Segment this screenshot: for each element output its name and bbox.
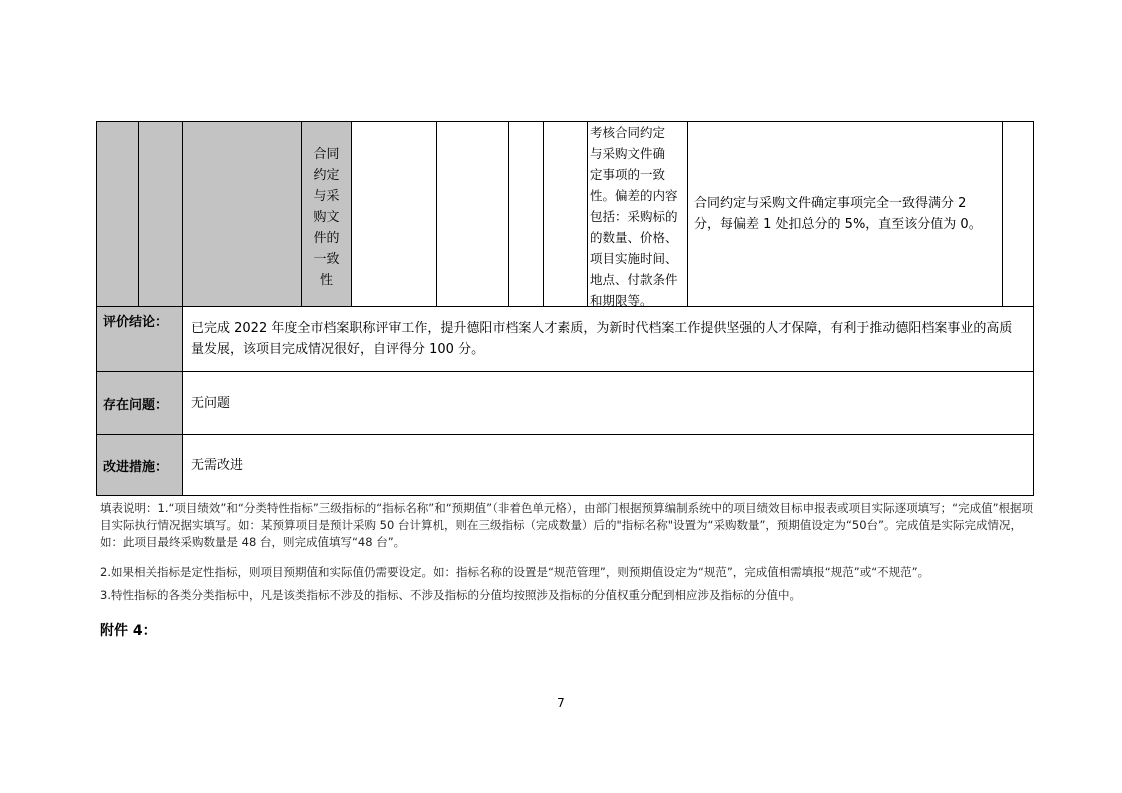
measures-label-cell: [96, 434, 183, 496]
conclusion-label-cell: [96, 306, 183, 372]
conclusion-text: 已完成 2022 年度全市档案职称评审工作，提升德阳市档案人才素质，为新时代档案工作提供坚强的人才保障，有利于推动德阳档案事业的高质量发展，该项目完成情况很好，自评得分 100 分。: [191, 321, 1013, 357]
measures-text: 无需改进: [191, 457, 244, 473]
table-cell-col8: [543, 121, 588, 307]
criteria-text: 考核合同约定 与采购文件确 定事项的一致 性。偏差的内容 包括：采购标的 的数量、价格、 项目实施时间、 地点、付款条件 和期限等。: [590, 125, 678, 308]
table-cell-last: [1002, 121, 1034, 307]
table-cell-col7: [508, 121, 544, 307]
indicator-name-text: 合同 约定 与采 购文 件的 一致 性: [313, 147, 340, 288]
issues-text-cell: [182, 371, 1034, 435]
attachment-heading: 附件 4：: [100, 623, 157, 639]
table-cell-col2: [138, 121, 183, 307]
issues-label-cell: [96, 371, 183, 435]
table-cell-scoring: [687, 121, 1003, 307]
table-cell-col6: [436, 121, 509, 307]
table-cell-col1: [96, 121, 139, 307]
table-cell-col3: [182, 121, 302, 307]
issues-text: 无问题: [191, 395, 231, 411]
conclusion-text-cell: [182, 306, 1034, 372]
measures-text-cell: [182, 434, 1034, 496]
note-2: 2.如果相关指标是定性指标，则项目预期值和实际值仍需要设定。如：指标名称的设置是“规范管理”，则预期值设定为“规范”，完成值相需填报“规范”或“不规范”。: [100, 565, 930, 579]
table-cell-col5: [351, 121, 437, 307]
measures-label: 改进措施：: [103, 459, 169, 475]
scoring-text: 合同约定与采购文件确定事项完全一致得满分 2 分，每偏差 1 处扣总分的 5%，直至该分值为 0。: [694, 196, 982, 232]
conclusion-label: 评价结论：: [103, 315, 169, 330]
page-number: 7: [557, 696, 565, 710]
table-cell-criteria: [587, 121, 688, 307]
issues-label: 存在问题：: [103, 397, 169, 413]
table-cell-indicator: [301, 121, 352, 307]
note-1: 填表说明：1.“项目绩效”和“分类特性指标”三级指标的“指标名称”和“预期值”（非着色单元格），由部门根据预算编制系统中的项目绩效目标申报表或项目实际逐项填写；“完成值”根据项目实际执行情况据实填写。如：某预算项目是预计采购 50 台计算机，则在三级指标（完成数量）后的"指标名称"设置为“采购数量”，预期值设定为“50台”。完成值是实际完成情况，如：此项目最终采购数量是 48 台，则完成值填写“48 台”。: [100, 501, 1034, 549]
note-3: 3.特性指标的各类分类指标中，凡是该类指标不涉及的指标、不涉及指标的分值均按照涉及指标的分值权重分配到相应涉及指标的分值中。: [100, 588, 801, 602]
